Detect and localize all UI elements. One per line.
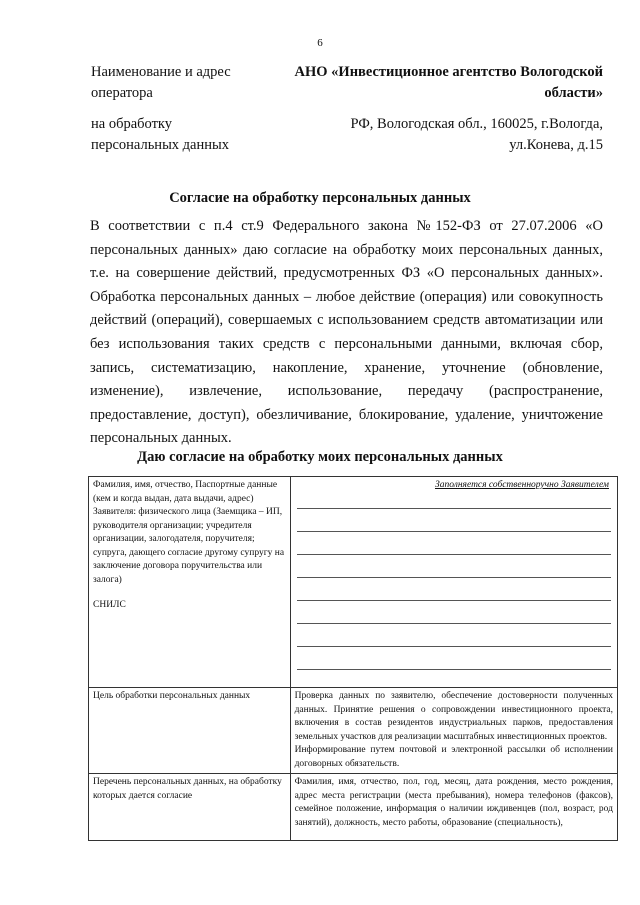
fill-line[interactable]: [297, 578, 611, 601]
fill-line[interactable]: [297, 601, 611, 624]
operator-name-label: Наименование и адрес оператора: [91, 64, 231, 101]
operator-address-value: РФ, Вологодская обл., 160025, г.Вологда, ул.Конева, д.15: [350, 116, 603, 153]
fill-line[interactable]: [297, 493, 611, 509]
consent-title: Согласие на обработку персональных данных: [169, 190, 471, 206]
data-list-value-cell: [290, 774, 617, 841]
data-list-label-cell: [89, 774, 291, 841]
purpose-label-cell: [89, 688, 291, 774]
consent-table: [88, 476, 618, 841]
fill-note: Заполняется собственноручно Заявителем: [434, 480, 609, 490]
operator-address-row: [91, 114, 603, 156]
table-title: Даю согласие на обработку моих персональных данных: [137, 449, 503, 465]
consent-paragraph: В соответствии с п.4 ст.9 Федерального закона №152-ФЗ от 27.07.2006 «О персональных данных» даю согласие на обработку моих персональных данных, т.е. на совершение действий, предусмотренных ФЗ «О персональных данных». Обработка персональных данных – любое действие (операция) или совокупность действий (операций), совершаемых с использованием средств автоматизации или без использования таких средств с персональными данными, включая сбор, запись, систематизацию, накопление, хранение, уточнение (обновление, изменение), извлечение, использование, передачу (распространение, предоставление, доступ), обезличивание, блокирование, удаление, уничтожение персональных данных.: [90, 218, 603, 447]
fill-line[interactable]: [297, 555, 611, 578]
data-list-value: Фамилия, имя, отчество, пол, год, месяц, дата рождения, место рождения, адрес места регистрации (места пребывания), номера телефонов (факсов), семейное положение, информация о наличии иждивенцев (пол, возраст, род занятий), должность, место работы, образование (специальность),: [294, 777, 613, 828]
table-row: [89, 477, 618, 688]
applicant-data-label-cell: [89, 477, 291, 688]
purpose-value-1: Проверка данных по заявителю, обеспечение достоверности полученных данных. Принятие решения о сопровождении инвестиционного проекта, включения в состав резидентов индустриальных парков, предоставления земельных участков для реализации масштабных инвестиционных проектов.: [294, 691, 613, 742]
page-number: 6: [317, 37, 323, 49]
fill-line[interactable]: [297, 624, 611, 647]
applicant-data-label: Фамилия, имя, отчество, Паспортные данные (кем и когда выдан, дата выдачи, адрес) Заявителя: физического лица (Заемщика – ИП, руководителя организации; учредителя организации, залогодателя, поручителя; супруга, дающего согласие другому супругу на заключение договора поручительства или залога): [93, 480, 285, 585]
table-row: [89, 688, 618, 774]
table-row: [89, 774, 618, 841]
snils-label: СНИЛС: [93, 600, 126, 610]
purpose-value-cell: [290, 688, 617, 774]
purpose-value-2: Информирование путем почтовой и электронной рассылки об исполнении договорных обязательств.: [294, 745, 613, 769]
operator-name-value: АНО «Инвестиционное агентство Вологодской области»: [294, 64, 603, 101]
operator-address-label: на обработку персональных данных: [91, 116, 230, 153]
operator-name-row: [91, 62, 603, 104]
fill-line[interactable]: [297, 532, 611, 555]
applicant-data-fill-cell: [290, 477, 617, 688]
purpose-label: Цель обработки персональных данных: [93, 691, 251, 701]
fill-line[interactable]: [297, 509, 611, 532]
fill-line[interactable]: [297, 647, 611, 670]
data-list-label: Перечень персональных данных, на обработку которых дается согласие: [93, 777, 282, 801]
